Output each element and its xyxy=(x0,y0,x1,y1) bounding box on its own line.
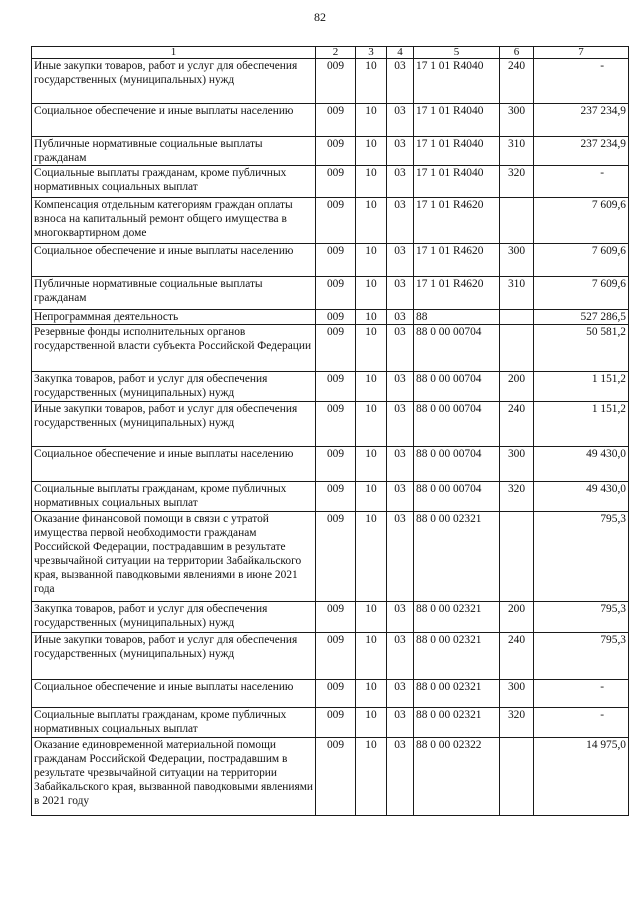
row-csr-cell: 88 0 00 02321 xyxy=(414,602,500,633)
row-ved-cell: 009 xyxy=(316,447,356,482)
row-pr-cell: 03 xyxy=(387,680,414,708)
row-vr-cell: 200 xyxy=(500,372,534,402)
row-vr-cell: 240 xyxy=(500,59,534,104)
table-row xyxy=(32,447,629,482)
row-rz-cell: 10 xyxy=(356,137,387,166)
table-row xyxy=(32,708,629,738)
row-name-cell: Иные закупки товаров, работ и услуг для обеспечения государственных (муниципальных) нужд xyxy=(32,59,316,104)
row-sum-cell: - xyxy=(534,680,629,708)
row-csr-cell: 17 1 01 R4040 xyxy=(414,166,500,198)
row-sum-cell: - xyxy=(534,166,629,198)
row-rz-cell: 10 xyxy=(356,482,387,512)
row-ved-cell: 009 xyxy=(316,104,356,137)
row-rz-cell: 10 xyxy=(356,680,387,708)
row-vr-cell: 240 xyxy=(500,633,534,680)
row-vr-cell: 300 xyxy=(500,447,534,482)
row-pr-cell: 03 xyxy=(387,602,414,633)
row-rz-cell: 10 xyxy=(356,310,387,325)
row-pr-cell: 03 xyxy=(387,104,414,137)
row-rz-cell: 10 xyxy=(356,104,387,137)
row-ved-cell: 009 xyxy=(316,738,356,816)
row-vr-cell: 300 xyxy=(500,244,534,277)
row-rz-cell: 10 xyxy=(356,198,387,244)
row-pr-cell: 03 xyxy=(387,166,414,198)
row-vr-cell xyxy=(500,310,534,325)
row-ved-cell: 009 xyxy=(316,277,356,310)
row-sum-cell: - xyxy=(534,708,629,738)
row-sum-cell: 237 234,9 xyxy=(534,137,629,166)
row-csr-cell: 88 0 00 00704 xyxy=(414,372,500,402)
row-sum-cell: 7 609,6 xyxy=(534,198,629,244)
row-name-cell: Закупка товаров, работ и услуг для обеспечения государственных (муниципальных) нужд xyxy=(32,602,316,633)
row-csr-cell: 17 1 01 R4040 xyxy=(414,59,500,104)
row-rz-cell: 10 xyxy=(356,372,387,402)
row-vr-cell xyxy=(500,198,534,244)
row-pr-cell: 03 xyxy=(387,244,414,277)
row-name-cell: Социальное обеспечение и иные выплаты населению xyxy=(32,244,316,277)
table-row xyxy=(32,325,629,372)
row-sum-cell: 7 609,6 xyxy=(534,277,629,310)
table-row xyxy=(32,602,629,633)
row-csr-cell: 17 1 01 R4620 xyxy=(414,244,500,277)
row-pr-cell: 03 xyxy=(387,310,414,325)
row-sum-cell: - xyxy=(534,59,629,104)
row-name-cell: Социальные выплаты гражданам, кроме публичных нормативных социальных выплат xyxy=(32,166,316,198)
row-vr-cell: 200 xyxy=(500,602,534,633)
row-name-cell: Иные закупки товаров, работ и услуг для обеспечения государственных (муниципальных) нужд xyxy=(32,633,316,680)
row-csr-cell: 88 0 00 02321 xyxy=(414,680,500,708)
row-rz-cell: 10 xyxy=(356,59,387,104)
row-ved-cell: 009 xyxy=(316,482,356,512)
row-pr-cell: 03 xyxy=(387,708,414,738)
row-name-cell: Оказание единовременной материальной помощи гражданам Российской Федерации, пострадавшим в результате чрезвычайной ситуации на территории Забайкальского края, вызванной паводковыми явлениями в 2021 году xyxy=(32,738,316,816)
row-pr-cell: 03 xyxy=(387,738,414,816)
table-row xyxy=(32,512,629,602)
row-vr-cell: 320 xyxy=(500,482,534,512)
row-name-cell: Публичные нормативные социальные выплаты гражданам xyxy=(32,277,316,310)
row-rz-cell: 10 xyxy=(356,602,387,633)
row-ved-cell: 009 xyxy=(316,402,356,447)
table-row xyxy=(32,633,629,680)
row-csr-cell: 17 1 01 R4620 xyxy=(414,198,500,244)
row-name-cell: Резервные фонды исполнительных органов государственной власти субъекта Российской Федерации xyxy=(32,325,316,372)
row-vr-cell xyxy=(500,738,534,816)
row-ved-cell: 009 xyxy=(316,680,356,708)
row-csr-cell: 88 0 00 00704 xyxy=(414,447,500,482)
row-pr-cell: 03 xyxy=(387,277,414,310)
row-csr-cell: 88 0 00 00704 xyxy=(414,325,500,372)
row-csr-cell: 17 1 01 R4040 xyxy=(414,104,500,137)
row-sum-cell: 795,3 xyxy=(534,633,629,680)
row-name-cell: Компенсация отдельным категориям граждан оплаты взноса на капитальный ремонт общего имущества в многоквартирном доме xyxy=(32,198,316,244)
row-vr-cell: 300 xyxy=(500,680,534,708)
row-vr-cell: 320 xyxy=(500,166,534,198)
row-sum-cell: 237 234,9 xyxy=(534,104,629,137)
row-pr-cell: 03 xyxy=(387,137,414,166)
row-ved-cell: 009 xyxy=(316,708,356,738)
row-sum-cell: 795,3 xyxy=(534,602,629,633)
column-header: 6 xyxy=(500,47,534,59)
table-row xyxy=(32,372,629,402)
row-ved-cell: 009 xyxy=(316,198,356,244)
row-pr-cell: 03 xyxy=(387,59,414,104)
row-ved-cell: 009 xyxy=(316,59,356,104)
table-row xyxy=(32,680,629,708)
row-rz-cell: 10 xyxy=(356,277,387,310)
row-vr-cell: 310 xyxy=(500,277,534,310)
column-header: 3 xyxy=(356,47,387,59)
row-name-cell: Социальное обеспечение и иные выплаты населению xyxy=(32,104,316,137)
row-pr-cell: 03 xyxy=(387,512,414,602)
table-row xyxy=(32,277,629,310)
row-name-cell: Иные закупки товаров, работ и услуг для обеспечения государственных (муниципальных) нужд xyxy=(32,402,316,447)
row-name-cell: Социальные выплаты гражданам, кроме публичных нормативных социальных выплат xyxy=(32,482,316,512)
row-csr-cell: 88 0 00 00704 xyxy=(414,402,500,447)
column-header: 7 xyxy=(534,47,629,59)
table-row xyxy=(32,59,629,104)
table-row xyxy=(32,137,629,166)
row-csr-cell: 88 0 00 00704 xyxy=(414,482,500,512)
row-pr-cell: 03 xyxy=(387,482,414,512)
row-name-cell: Социальное обеспечение и иные выплаты населению xyxy=(32,447,316,482)
row-csr-cell: 88 0 00 02321 xyxy=(414,708,500,738)
column-header: 5 xyxy=(414,47,500,59)
row-sum-cell: 527 286,5 xyxy=(534,310,629,325)
table-row xyxy=(32,166,629,198)
row-sum-cell: 50 581,2 xyxy=(534,325,629,372)
row-rz-cell: 10 xyxy=(356,738,387,816)
row-pr-cell: 03 xyxy=(387,325,414,372)
row-vr-cell: 240 xyxy=(500,402,534,447)
row-csr-cell: 88 xyxy=(414,310,500,325)
row-sum-cell: 795,3 xyxy=(534,512,629,602)
row-name-cell: Социальное обеспечение и иные выплаты населению xyxy=(32,680,316,708)
row-pr-cell: 03 xyxy=(387,402,414,447)
row-name-cell: Социальные выплаты гражданам, кроме публичных нормативных социальных выплат xyxy=(32,708,316,738)
table-row xyxy=(32,198,629,244)
row-name-cell: Оказание финансовой помощи в связи с утратой имущества первой необходимости гражданам Российской Федерации, пострадавшим в результате чрезвычайной ситуации на территории Забайкальского края, вызванной паводковыми явлениями в июне 2021 года xyxy=(32,512,316,602)
table-row xyxy=(32,738,629,816)
row-ved-cell: 009 xyxy=(316,512,356,602)
row-name-cell: Закупка товаров, работ и услуг для обеспечения государственных (муниципальных) нужд xyxy=(32,372,316,402)
row-name-cell: Публичные нормативные социальные выплаты гражданам xyxy=(32,137,316,166)
row-csr-cell: 17 1 01 R4620 xyxy=(414,277,500,310)
row-csr-cell: 17 1 01 R4040 xyxy=(414,137,500,166)
row-vr-cell xyxy=(500,325,534,372)
row-ved-cell: 009 xyxy=(316,602,356,633)
row-sum-cell: 7 609,6 xyxy=(534,244,629,277)
table-row xyxy=(32,310,629,325)
row-sum-cell: 49 430,0 xyxy=(534,447,629,482)
row-ved-cell: 009 xyxy=(316,166,356,198)
row-csr-cell: 88 0 00 02321 xyxy=(414,633,500,680)
row-pr-cell: 03 xyxy=(387,633,414,680)
row-sum-cell: 1 151,2 xyxy=(534,372,629,402)
budget-table xyxy=(31,46,629,816)
row-ved-cell: 009 xyxy=(316,633,356,680)
row-rz-cell: 10 xyxy=(356,708,387,738)
row-vr-cell: 300 xyxy=(500,104,534,137)
row-rz-cell: 10 xyxy=(356,325,387,372)
row-vr-cell: 320 xyxy=(500,708,534,738)
column-number-row xyxy=(32,47,629,59)
table-row xyxy=(32,482,629,512)
table-row xyxy=(32,402,629,447)
row-sum-cell: 49 430,0 xyxy=(534,482,629,512)
row-sum-cell: 14 975,0 xyxy=(534,738,629,816)
row-sum-cell: 1 151,2 xyxy=(534,402,629,447)
page-number: 82 xyxy=(314,10,326,24)
column-header: 1 xyxy=(32,47,316,59)
row-pr-cell: 03 xyxy=(387,447,414,482)
row-pr-cell: 03 xyxy=(387,198,414,244)
row-rz-cell: 10 xyxy=(356,244,387,277)
row-vr-cell xyxy=(500,512,534,602)
row-csr-cell: 88 0 00 02322 xyxy=(414,738,500,816)
table-row xyxy=(32,104,629,137)
row-pr-cell: 03 xyxy=(387,372,414,402)
row-csr-cell: 88 0 00 02321 xyxy=(414,512,500,602)
row-rz-cell: 10 xyxy=(356,633,387,680)
row-ved-cell: 009 xyxy=(316,310,356,325)
row-rz-cell: 10 xyxy=(356,166,387,198)
column-header: 2 xyxy=(316,47,356,59)
row-ved-cell: 009 xyxy=(316,137,356,166)
row-name-cell: Непрограммная деятельность xyxy=(32,310,316,325)
row-ved-cell: 009 xyxy=(316,244,356,277)
row-rz-cell: 10 xyxy=(356,402,387,447)
row-ved-cell: 009 xyxy=(316,325,356,372)
row-rz-cell: 10 xyxy=(356,512,387,602)
column-header: 4 xyxy=(387,47,414,59)
row-vr-cell: 310 xyxy=(500,137,534,166)
row-rz-cell: 10 xyxy=(356,447,387,482)
table-row xyxy=(32,244,629,277)
row-ved-cell: 009 xyxy=(316,372,356,402)
